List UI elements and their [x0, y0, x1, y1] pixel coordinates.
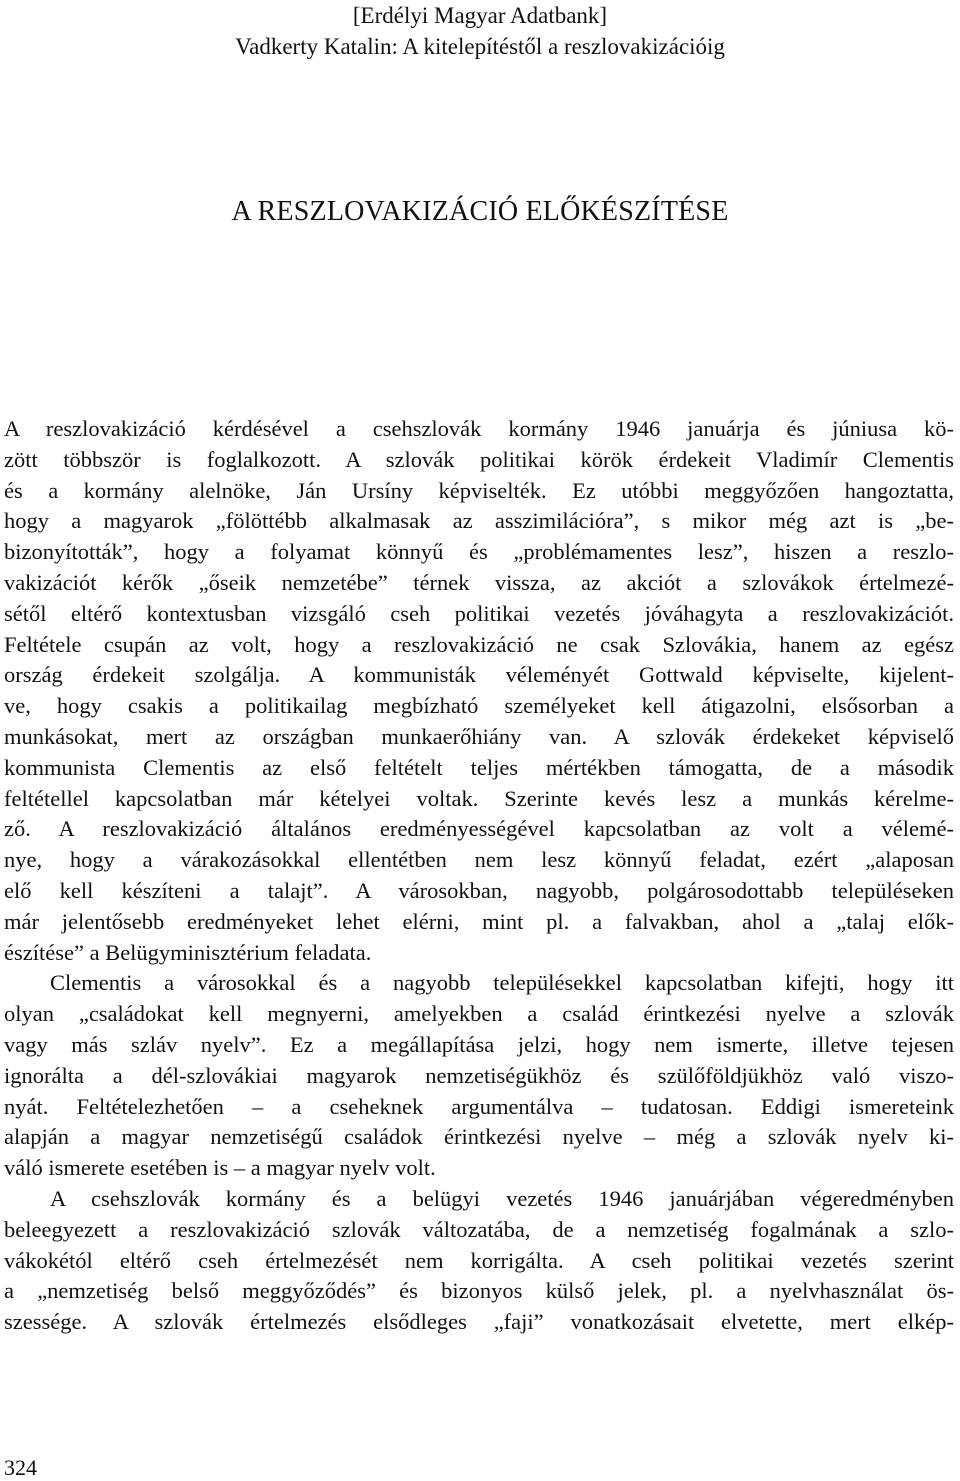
text-line: nyát. Feltételezhetően – a cseheknek argumentálva – tudatosan. Eddigi ismereteink [4, 1093, 954, 1119]
text-line: kommunista Clementis az első feltételt teljes mértékben támogatta, de a második [4, 754, 954, 780]
text-line: olyan „családokat kell megnyerni, amelyekben a család érintkezési nyelve a szlovák [4, 1001, 954, 1027]
text-line: a „nemzetiség belső meggyőződés” és bizonyos külső jelek, pl. a nyelvhasználat ös- [4, 1278, 954, 1304]
text-line: vakizációt kérők „őseik nemzetébe” térnek vissza, az akciót a szlovákok értelmezé- [4, 569, 954, 595]
text-line: ország érdekeit szolgálja. A kommunisták véleményét Gottwald képviselte, kijelent- [4, 662, 954, 688]
chapter-title: A RESZLOVAKIZÁCIÓ ELŐKÉSZÍTÉSE [231, 196, 729, 227]
text-line: elő kell készíteni a talajt”. A városokban, nagyobb, polgárosodottabb településeken [4, 877, 954, 903]
book-title: Vadkerty Katalin: A kitelepítéstől a reszlovakizációig [235, 34, 725, 59]
source-label: [Erdélyi Magyar Adatbank] [352, 3, 608, 28]
text-line: Clementis a városokkal és a nagyobb településekkel kapcsolatban kifejti, hogy itt [50, 970, 954, 996]
text-line: munkásokat, mert az országban munkaerőhiány van. A szlovák érdekeket képviselő [4, 723, 954, 749]
text-line: feltétellel kapcsolatban már kételyei voltak. Szerinte kevés lesz a munkás kérelme- [4, 785, 954, 811]
text-line: észítése” a Belügyminisztérium feladata. [4, 939, 372, 965]
text-line: ző. A reszlovakizáció általános eredményességével kapcsolatban az volt a vélemé- [4, 816, 954, 842]
text-line: beleegyezett a reszlovakizáció szlovák változatába, de a nemzetiség fogalmának a szlo- [4, 1216, 954, 1242]
text-line: szessége. A szlovák értelmezés elsődleges „faji” vonatkozásait elvetette, mert elkép- [4, 1309, 954, 1335]
text-line: hogy a magyarok „fölöttébb alkalmasak az asszimilációra”, s mikor még azt is „be- [4, 508, 954, 534]
text-line: ve, hogy csakis a politikailag megbízható személyeket kell átigazolni, elsősorban a [4, 693, 954, 719]
body-text [4, 414, 954, 1338]
text-line: bizonyították”, hogy a folyamat könnyű és „problémamentes lesz”, hiszen a reszlo- [4, 539, 954, 565]
text-line: alapján a magyar nemzetiségű családok érintkezési nyelve – még a szlovák nyelv ki- [4, 1124, 954, 1150]
text-line: sétől eltérő kontextusban vizsgáló cseh politikai vezetés jóváhagyta a reszlovakizációt. [4, 600, 954, 626]
page-header [0, 0, 960, 62]
text-line: A reszlovakizáció kérdésével a csehszlovák kormány 1946 januárja és júniusa kö- [4, 416, 954, 441]
text-line: ignorálta a dél-szlovákiai magyarok nemzetiségükhöz és szülőföldjükhöz való viszo- [4, 1062, 954, 1088]
text-line: vákokétól eltérő cseh értelmezését nem korrigálta. A cseh politikai vezetés szerint [4, 1247, 954, 1273]
paragraph [4, 414, 954, 968]
text-line: vagy más szláv nyelv”. Ez a megállapítása jelzi, hogy nem ismerte, illetve tejesen [4, 1031, 954, 1057]
text-line: zött többször is foglalkozott. A szlovák politikai körök érdekeit Vladimír Clementis [4, 446, 954, 472]
text-line: és a kormány alelnöke, Ján Ursíny képviselték. Ez utóbbi meggyőzően hangoztatta, [4, 477, 954, 503]
paragraph [4, 968, 954, 1184]
text-line: váló ismerete esetében is – a magyar nyelv volt. [4, 1155, 436, 1181]
text-line: Feltétele csupán az volt, hogy a reszlovakizáció ne csak Szlovákia, hanem az egész [4, 631, 954, 657]
text-line: már jelentősebb eredményeket lehet elérni, mint pl. a falvakban, ahol a „talaj elők- [4, 908, 954, 934]
text-line: A csehszlovák kormány és a belügyi vezetés 1946 januárjában végeredményben [50, 1185, 954, 1211]
text-line: nye, hogy a várakozásokkal ellentétben nem lesz könnyű feladat, ezért „alaposan [4, 847, 954, 873]
paragraph [4, 1184, 954, 1338]
page-number: 324 [4, 1455, 37, 1480]
